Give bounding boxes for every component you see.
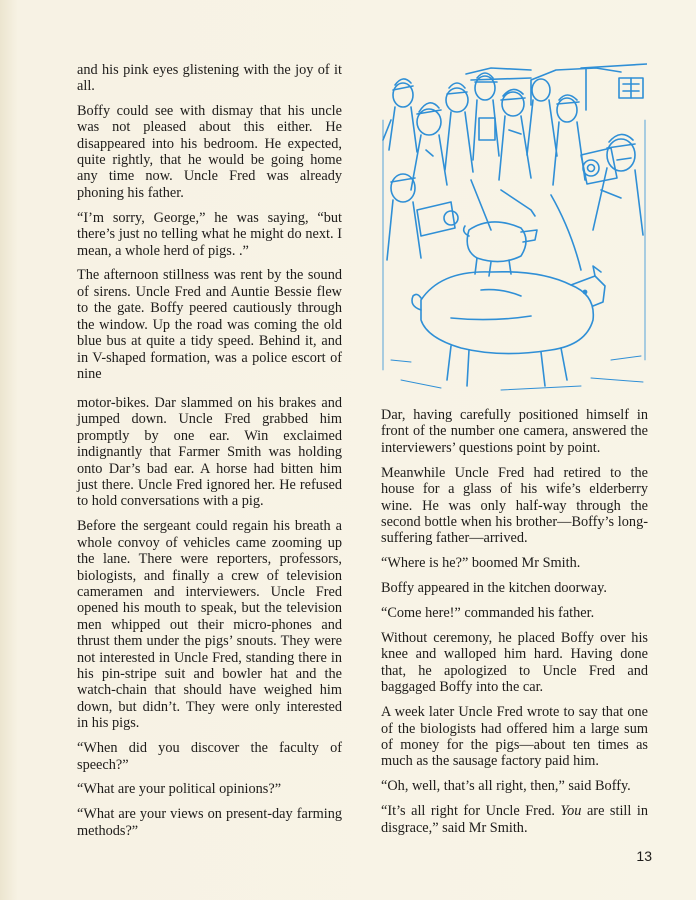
paragraph: Boffy appeared in the kitchen doorway.	[381, 580, 607, 597]
paragraph: “What are your views on present-day farming methods?”	[77, 806, 342, 839]
paragraph: “Oh, well, that’s all right, then,” said Boffy.	[381, 778, 631, 795]
paragraph-final	[381, 803, 648, 836]
paragraph: The afternoon stillness was rent by the sound of sirens. Uncle Fred and Auntie Bessie flew to the gate. Boffy peered cautiously through the window. Up the road was coming the old blue bus at quite a tidy speed. Behind it, and in V-shaped formation, was a police escort of nine	[77, 267, 342, 382]
paragraph: Meanwhile Uncle Fred had retired to the house for a glass of his wife’s elderberry wine. He was only half-way through the second bottle when his brother—Boffy’s long-suffering father—arrived.	[381, 464, 648, 547]
crowd-and-pigs-illustration	[381, 60, 647, 398]
paragraph: “When did you discover the faculty of speech?”	[77, 740, 342, 773]
left-column-bottom	[77, 395, 342, 848]
text-run: are still in disgrace,” said Mr Smith.	[381, 803, 648, 836]
page-number: 13	[636, 848, 652, 864]
paragraph: “What are your political opinions?”	[77, 781, 282, 798]
paragraph: Boffy could see with dismay that his uncle was not pleased about this either. He disappeared into his bedroom. He expected, quite rightly, that he would be going home any time now. Uncle Fred was already phoning his father.	[77, 102, 342, 201]
paragraph: A week later Uncle Fred wrote to say that one of the biologists had offered him a large sum of money for the pigs—about ten times as much as the sausage factory paid him.	[381, 704, 648, 770]
text-run: “It’s all right for Uncle Fred.	[381, 803, 561, 820]
paragraph: “Come here!” commanded his father.	[381, 605, 595, 622]
right-column	[381, 407, 648, 844]
emphasis: You	[560, 803, 582, 820]
left-column-top	[77, 62, 342, 391]
paragraph: and his pink eyes glistening with the joy of it all.	[77, 62, 342, 95]
paragraph: Without ceremony, he placed Boffy over his knee and walloped him hard. Having done that, he apologized to Uncle Fred and baggaged Boffy into the car.	[381, 629, 648, 696]
paragraph: motor-bikes. Dar slammed on his brakes and jumped down. Uncle Fred grabbed him promptly by one ear. Win exclaimed indignantly that Farmer Smith was holding onto Dar’s bad ear. A horse had bitten him just there. Uncle Fred ignored her. He refused to hold conversations with a pig.	[77, 395, 342, 510]
paragraph: “Where is he?” boomed Mr Smith.	[381, 555, 581, 572]
paragraph: Dar, having carefully positioned himself in front of the number one camera, answered the interviewers’ questions point by point.	[381, 407, 648, 456]
paragraph: “I’m sorry, George,” he was saying, “but there’s just no telling what he might do next. I mean, a whole herd of pigs. .”	[77, 209, 342, 259]
paragraph: Before the sergeant could regain his breath a whole convoy of vehicles came zooming up the lane. There were reporters, professors, biologists, and finally a crew of television cameramen and interviewers. Uncle Fred opened his mouth to speak, but the television men whipped out their micro-phones and thrust them under the pigs’ snouts. They were not interested in Uncle Fred, standing there in his pin-stripe suit and bowler hat and the watch-chain that should have weighed him down, but didn’t. They were only interested in his pigs.	[77, 518, 342, 732]
